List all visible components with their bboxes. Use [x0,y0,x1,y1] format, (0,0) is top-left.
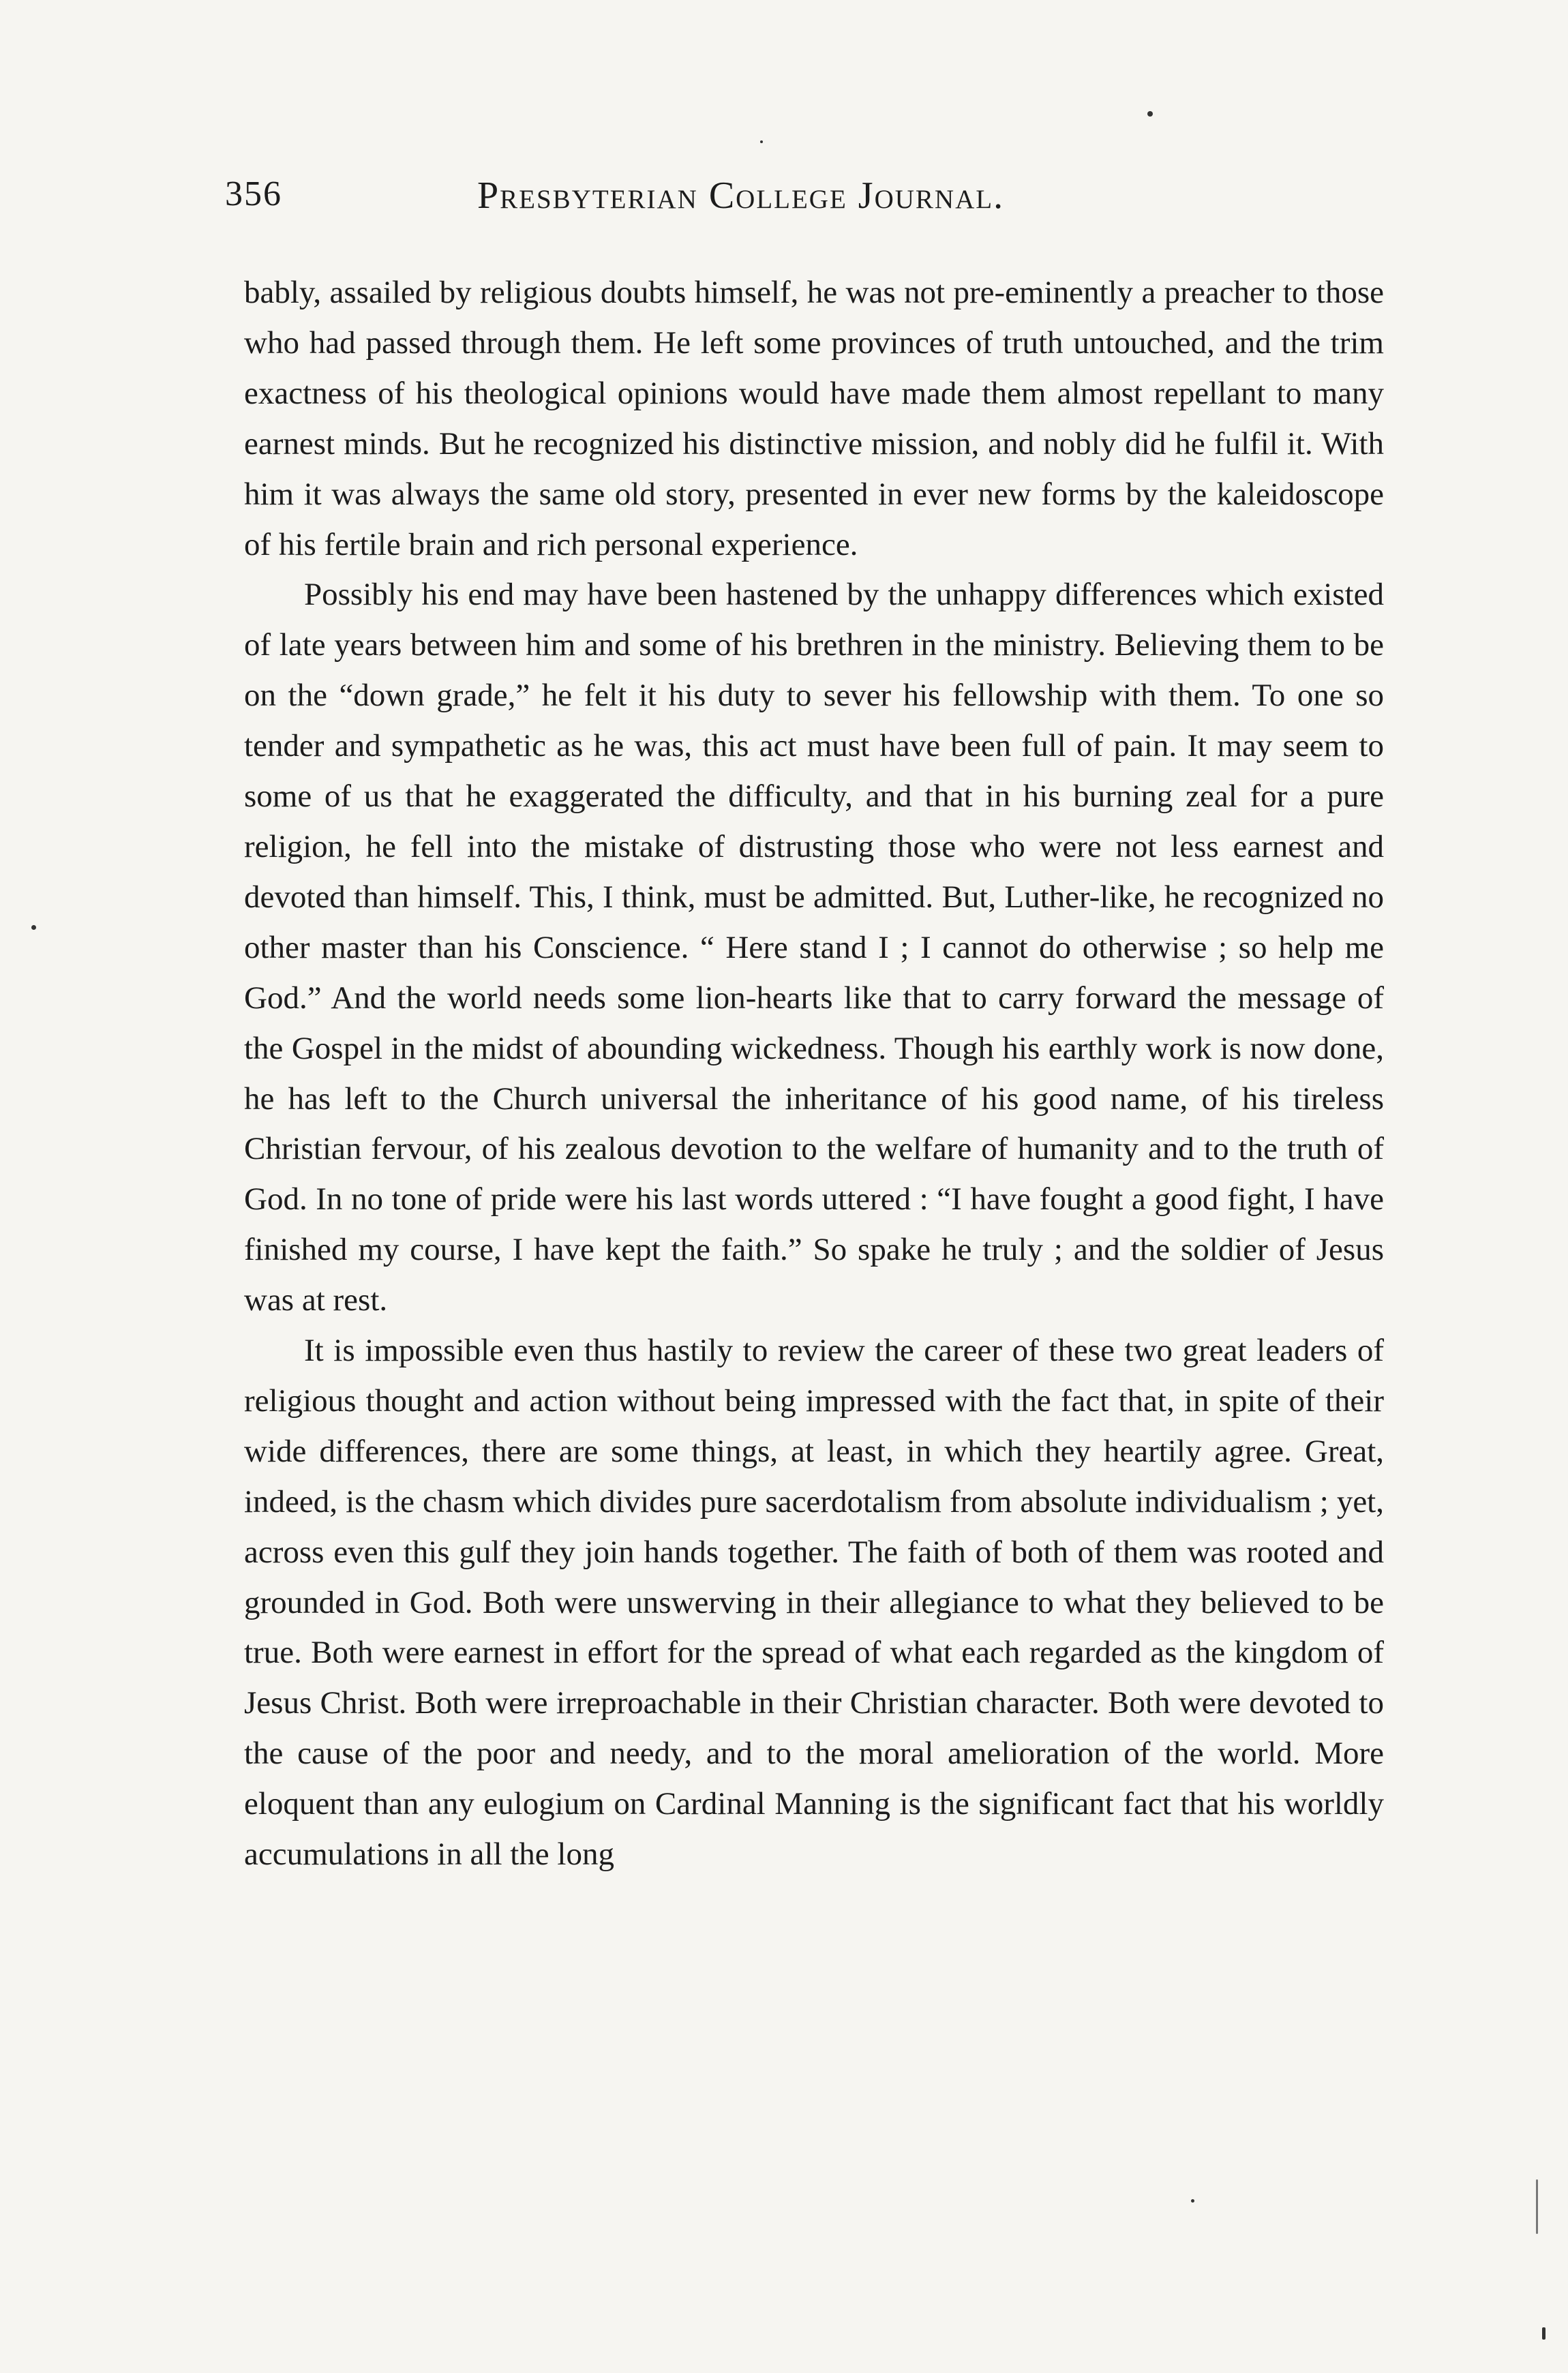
page-header [225,174,1384,235]
scan-speck [1536,2179,1538,2234]
scan-speck [760,140,763,143]
paragraph: Possibly his end may have been hastened by the unhappy differences which existed of late years between him and some of his brethren in the ministry. Believing them to be on the “down grade,” he felt it his duty to sever his fellowship with them. To one so tender and sympathetic as he was, this act must have been full of pain. It may seem to some of us that he exaggerated the difficulty, and that in his burning zeal for a pure religion, he fell into the mistake of distrusting those who were not less earnest and devoted than himself. This, I think, must be admitted. But, Luther-like, he recognized no other master than his Conscience. “ Here stand I ; I cannot do otherwise ; so help me God.” And the world needs some lion-hearts like that to carry forward the message of the Gospel in the midst of abounding wickedness. Though his earthly work is now done, he has left to the Church universal the inheritance of his good name, of his tireless Christian fervour, of his zealous devotion to the welfare of humanity and to the truth of God. In no tone of pride were his last words uttered : “I have fought a good fight, I have finished my course, I have kept the faith.” So spake he truly ; and the soldier of Jesus was at rest. [244,577,1384,1318]
paragraph: It is impossible even thus hastily to review the career of these two great leaders of religious thought and action without being impressed with the fact that, in spite of their wide differences, there are some things, at least, in which they heartily agree. Great, indeed, is the chasm which divides pure sacerdotalism from absolute individualism ; yet, across even this gulf they join hands together. The faith of both of them was rooted and grounded in God. Both were unswerving in their allegiance to what they believed to be true. Both were earnest in effort for the spread of what each regarded as the kingdom of Jesus Christ. Both were irreproachable in their Christian character. Both were devoted to the cause of the poor and needy, and to the moral amelioration of the world. More eloquent than any eulogium on Cardinal Manning is the significant fact that his worldly accumulations in all the long [244,1333,1384,1873]
scan-speck [1147,111,1153,117]
running-title: Presbyterian College Journal. [477,175,1005,217]
scan-speck [1191,2199,1194,2203]
body-text [244,268,1384,1880]
paragraph-continued: bably, assailed by religious doubts himself, he was not pre-eminently a preacher to those who had passed through them. He left some provinces of truth untouched, and the trim exactness of his theological opinions would have made them almost repellant to many earnest minds. But he recognized his distinctive mission, and nobly did he fulfil it. With him it was always the same old story, presented in ever new forms by the kaleidoscope of his fertile brain and rich personal experience. [244,275,1384,562]
scan-speck [1542,2327,1546,2340]
scan-speck [31,925,36,930]
page-number: 356 [225,175,282,213]
